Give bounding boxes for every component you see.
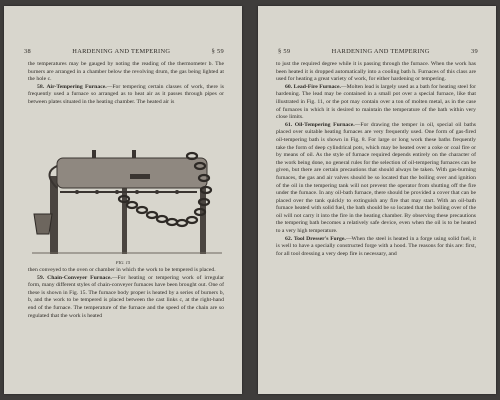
section-58	[28, 84, 224, 107]
section-61	[276, 122, 476, 236]
furnace-leg-right	[200, 186, 206, 254]
figure-caption: FIG. 15	[115, 260, 131, 265]
pipe-fitting	[132, 150, 136, 158]
cooling-bath	[34, 214, 52, 234]
section-59-title: Chain-Conveyer Furnace.	[47, 274, 112, 281]
left-page-header	[24, 48, 224, 55]
right-page	[258, 6, 496, 394]
section-62-number: 62.	[285, 235, 293, 242]
section-60-body: —Molten lead is largely used as a bath for heating steel for hardening. The lead may be contained in a small pot over a special furnace, like that illustrated in Fig. 11, or the pot may contain over a ton of molten metal, as in the case of furnaces in which it is desired to maintain the temperature of the bath within very close limits.	[276, 83, 476, 121]
left-para-after-figure: then conveyed to the oven or chamber in which the work to be tempered is placed.	[28, 267, 216, 273]
chain-conveyer-furnace-figure	[32, 126, 222, 256]
left-para-top: the temperatures may be gauged by noting the reading of the thermometer b. The burners are arranged in a chamber below the revolving drum, the gas being lighted at the hole c.	[28, 61, 224, 83]
section-61-title: Oil-Tempering Furnace.	[294, 121, 355, 128]
section-62-body: —When the steel is heated in a forge using solid fuel, it is well to have a specially constructed forge with a hood. The reasons for this are: first, for all tool dressing a very deep fire is necessary, and	[276, 235, 477, 257]
right-page-number: 39	[470, 48, 478, 55]
section-58-number: 58.	[37, 83, 45, 90]
gas-valve	[130, 174, 150, 179]
left-running-title: HARDENING AND TEMPERING	[72, 48, 171, 55]
furnace-body	[57, 158, 207, 188]
section-61-number: 61.	[285, 121, 293, 128]
left-page	[4, 6, 242, 394]
section-58-body: —For tempering certain classes of work, there is frequently used a furnace so arranged as to heat air as it passes through pipes or between plates situated in the heating chamber. The heated air is	[28, 83, 224, 105]
right-running-title: HARDENING AND TEMPERING	[331, 48, 430, 55]
section-62	[276, 236, 476, 259]
section-59-number: 59.	[37, 274, 45, 281]
left-page-number: 38	[24, 48, 31, 55]
section-59	[28, 275, 224, 321]
left-text-top	[28, 61, 224, 107]
section-60-number: 60.	[285, 83, 293, 90]
left-section-marker: § 59	[211, 48, 224, 55]
valve-fitting	[92, 150, 96, 158]
section-58-title: Air-Tempering Furnace.	[46, 83, 107, 90]
right-text	[276, 61, 476, 258]
right-page-header	[278, 48, 478, 55]
section-62-title: Tool Dresser's Forge.	[293, 235, 346, 242]
right-para-top: to just the required degree while it is passing through the furnace. When the work has been heated it is dropped automatically into a cooling bath h. Furnaces of this class are used for heating a great variety of work, for either hardening or tempering.	[276, 61, 476, 83]
section-61-body: —For drawing the temper in oil, special oil baths placed over suitable heating furnaces are very frequently used. One form of gas-fired oil-tempering bath is shown in Fig. 8. For large or long work these baths frequently take the form of deep cylindrical pots, which may be heated over a coke or coal fire or by means of oil. As the style of furnace required depends entirely on the character of the work being done, no general rules for the selection of oil-tempering furnaces can be given, but there are certain precautions that should always be taken. With gas-burning furnaces, the gas and air valves should be so located that the boiling over and ignition of the oil in the tempering tank will not prevent the operator from shutting off the fire under the furnace. In any oil-bath furnace, there should be provided a cover that can be placed over the tank quickly to extinguish any fire that may start. With an oil-bath furnace heated with solid fuel, the bath should be so located that the boiling over of the oil will not carry it into the fire in the heating chamber. By observing these precautions the tempering bath becomes a relatively safe device, even when the oil is to be heated to a very high temperature.	[276, 121, 476, 235]
section-60	[276, 84, 476, 122]
section-60-title: Lead-Fire Furnace.	[293, 83, 341, 90]
left-text-bottom	[28, 267, 224, 320]
section-59-body: —For heating or tempering work of irregular form, many different styles of chain-conveyer furnaces have been brought out. One of these is shown in Fig. 15. The furnace body proper is heated by a series of burners b, b, and the work to be tempered is placed between the cast links c, at the right-hand end of the furnace. The temperature of the furnace and the speed of the chain are so regulated that the work is heated	[28, 274, 225, 319]
right-section-marker: § 59	[278, 48, 291, 55]
